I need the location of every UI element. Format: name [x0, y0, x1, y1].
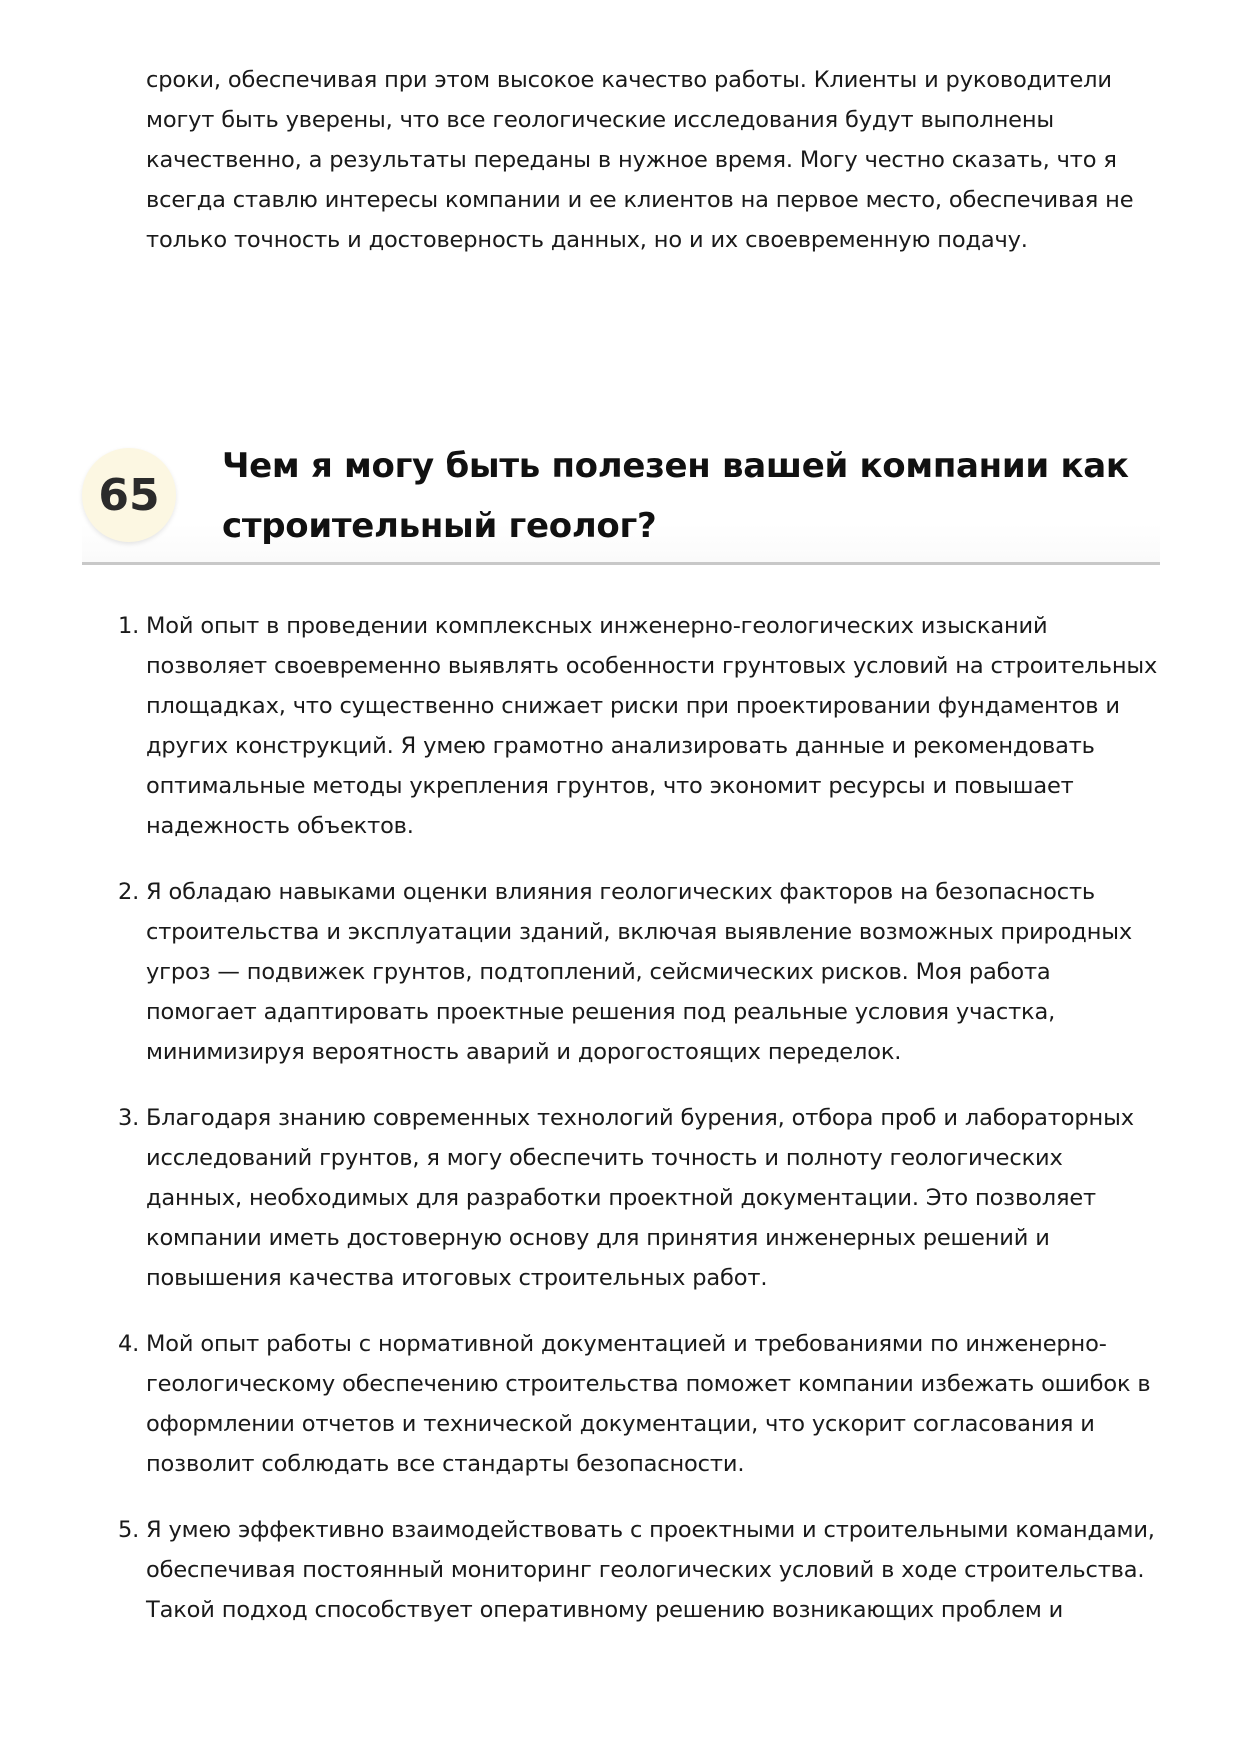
- answer-list: [118, 606, 1161, 1656]
- question-number-badge: 65: [82, 448, 176, 542]
- answer-number: 1.: [118, 613, 140, 639]
- question-header: [82, 436, 1160, 565]
- answer-number: 4.: [118, 1331, 140, 1357]
- answer-item-1: [118, 606, 1161, 846]
- answer-number: 2.: [118, 879, 140, 905]
- answer-item-2: [118, 872, 1161, 1072]
- answer-text: Благодаря знанию современных технологий бурения, отбора проб и лабораторных исследований грунтов, я могу обеспечить точность и полноту геологических данных, необходимых для разработки проектной документации. Это позволяет компании иметь достоверную основу для принятия инженерных решений и повышения качества итоговых строительных работ.: [146, 1105, 1134, 1291]
- question-title: Чем я могу быть полезен вашей компании как строительный геолог?: [222, 446, 1129, 546]
- answer-item-5: [118, 1510, 1161, 1630]
- answer-number: 3.: [118, 1105, 140, 1131]
- answer-number: 5.: [118, 1517, 140, 1543]
- answer-text: Мой опыт работы с нормативной документацией и требованиями по инженерно-геологическому обеспечению строительства поможет компании избежать ошибок в оформлении отчетов и технической документации, что ускорит согласования и позволит соблюдать все стандарты безопасности.: [146, 1331, 1151, 1477]
- answer-text: Мой опыт в проведении комплексных инженерно-геологических изысканий позволяет своевременно выявлять особенности грунтовых условий на строительных площадках, что существенно снижает риски при проектировании фундаментов и других конструкций. Я умею грамотно анализировать данные и рекомендовать оптимальные методы укрепления грунтов, что экономит ресурсы и повышает надежность объектов.: [146, 613, 1158, 839]
- answer-item-3: [118, 1098, 1161, 1298]
- intro-paragraph: сроки, обеспечивая при этом высокое качество работы. Клиенты и руководители могут быть уверены, что все геологические исследования будут выполнены качественно, а результаты переданы в нужное время. Могу честно сказать, что я всегда ставлю интересы компании и ее клиентов на первое место, обеспечивая не только точность и достоверность данных, но и их своевременную подачу.: [146, 67, 1134, 253]
- answer-text: Я обладаю навыками оценки влияния геологических факторов на безопасность строительства и эксплуатации зданий, включая выявление возможных природных угроз — подвижек грунтов, подтоплений, сейсмических рисков. Моя работа помогает адаптировать проектные решения под реальные условия участка, минимизируя вероятность аварий и дорогостоящих переделок.: [146, 879, 1133, 1065]
- answer-item-4: [118, 1324, 1161, 1484]
- answer-text: Я умею эффективно взаимодействовать с проектными и строительными командами, обеспечивая постоянный мониторинг геологических условий в ходе строительства. Такой подход способствует оперативному решению возникающих проблем и: [146, 1517, 1155, 1623]
